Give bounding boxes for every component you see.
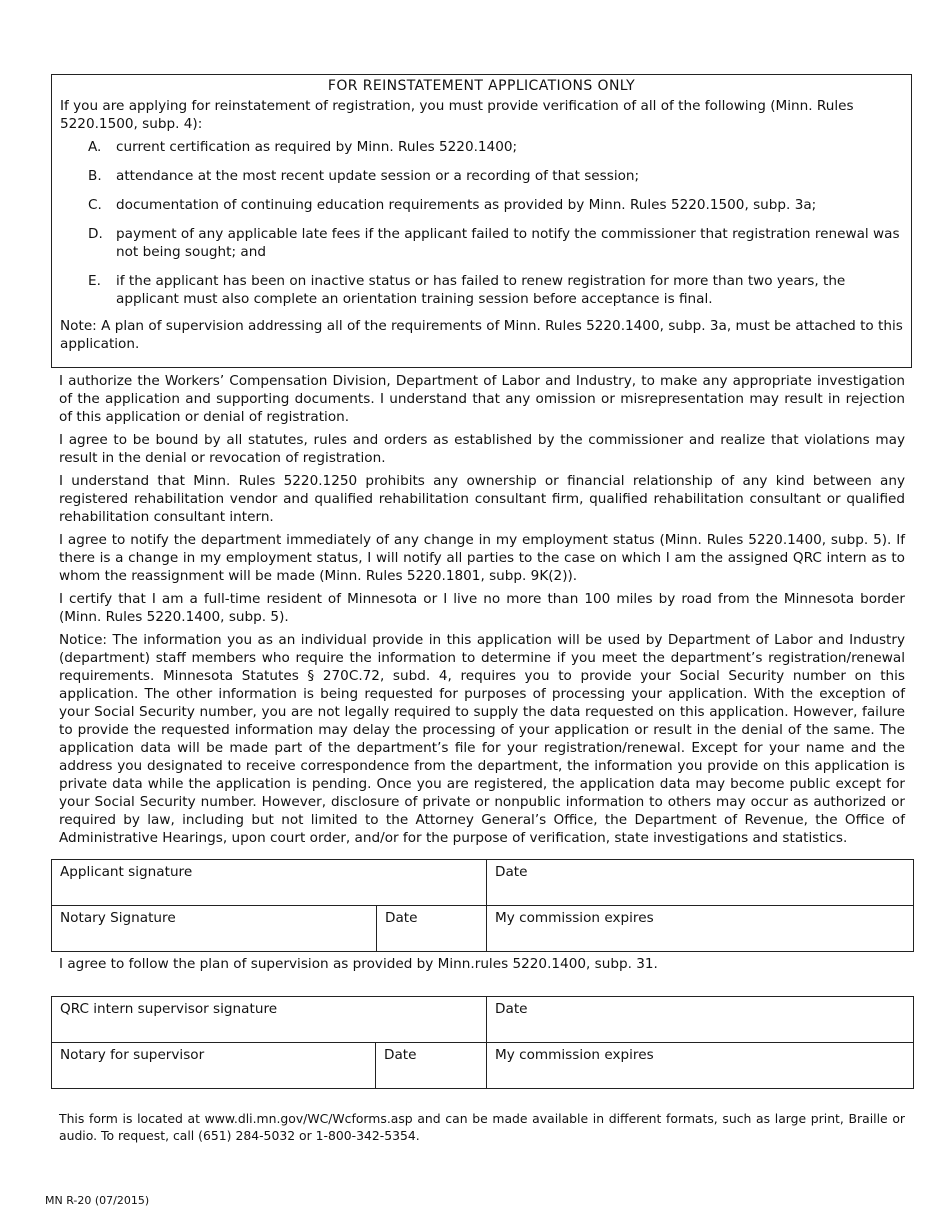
requirements-list xyxy=(60,138,903,308)
employment-paragraph: I agree to notify the department immediately of any change in my employment status (Minn. Rules 5220.1400, subp. 5). If there is a change in my employment status, I will notify all parties to the case on which I am the assigned QRC intern as to whom the reassignment will be made (Minn. Rules 5220.1801, subp. 9K(2)). xyxy=(59,532,905,584)
form-code: MN R-20 (07/2015) xyxy=(45,1194,150,1207)
applicant-signature-table xyxy=(51,859,914,952)
form-availability-footer: This form is located at www.dli.mn.gov/WC/Wcforms.asp and can be made available in different formats, such as large print, Braille or audio. To request, call (651) 284-5032 or 1-800-342-5354. xyxy=(59,1111,905,1143)
list-item: A. current certification as required by Minn. Rules 5220.1400; xyxy=(88,139,518,155)
bound-paragraph: I agree to be bound by all statutes, rules and orders as established by the commissioner and realize that violations may result in the denial or revocation of registration. xyxy=(59,432,905,466)
supervision-note: Note: A plan of supervision addressing all of the requirements of Minn. Rules 5220.1400, subp. 3a, must be attached to this application. xyxy=(60,318,903,352)
supervision-agreement: I agree to follow the plan of supervision as provided by Minn.rules 5220.1400, subp. 31. xyxy=(59,956,658,972)
list-item: E. if the applicant has been on inactive status or has failed to renew registration for more than two years, the applicant must also complete an orientation training session before acceptance is final. xyxy=(88,273,846,307)
privacy-notice: Notice: The information you as an individual provide in this application will be used by Department of Labor and Industry (department) staff members who require the information to determine if you meet the department’s registration/renewal requirements. Minnesota Statutes § 270C.72, subd. 4, requires you to provide your Social Security number on this application. The other information is being requested for purposes of processing your application. With the exception of your Social Security number, you are not legally required to supply the data requested on this application. However, failure to provide the requested information may delay the processing of your application or result in the denial of the same. The application data will be made part of the department’s file for your registration/renewal. Except for your name and the address you designated to receive correspondence from the department, the information you provide on this application is private data while the application is pending. Once you are registered, the application data may become public except for your Social Security number. However, disclosure of private or nonpublic information to others may occur as authorized or required by law, including but not limited to the Attorney General’s Office, the Department of Revenue, the Office of Administrative Hearings, upon court order, and/or for the purpose of verification, state investigations and statistics. xyxy=(59,632,905,846)
residency-paragraph: I certify that I am a full-time resident of Minnesota or I live no more than 100 miles by road from the Minnesota border (Minn. Rules 5220.1400, subp. 5). xyxy=(59,591,905,625)
ownership-paragraph: I understand that Minn. Rules 5220.1250 prohibits any ownership or financial relationship of any kind between any registered rehabilitation vendor and qualified rehabilitation consultant firm, qualified rehabilitation consultant or qualified rehabilitation consultant intern. xyxy=(59,473,905,525)
supervisor-date-field[interactable]: Date xyxy=(487,997,914,1043)
reinstatement-intro: If you are applying for reinstatement of registration, you must provide verification of all of the following (Minn. Rules 5220.1500, subp. 4): xyxy=(60,98,854,132)
list-item: B. attendance at the most recent update session or a recording of that session; xyxy=(88,168,640,184)
authorization-paragraphs xyxy=(59,372,905,852)
applicant-signature-field[interactable]: Applicant signature xyxy=(52,860,487,906)
commission-expires-field[interactable]: My commission expires xyxy=(487,906,914,952)
applicant-date-field[interactable]: Date xyxy=(487,860,914,906)
notary-signature-field[interactable]: Notary Signature xyxy=(52,906,377,952)
supervisor-notary-date-field[interactable]: Date xyxy=(376,1043,487,1089)
notary-date-field[interactable]: Date xyxy=(377,906,487,952)
supervisor-signature-field[interactable]: QRC intern supervisor signature xyxy=(52,997,487,1043)
authorize-paragraph: I authorize the Workers’ Compensation Division, Department of Labor and Industry, to make any appropriate investigation of the application and supporting documents. I understand that any omission or misrepresentation may result in rejection of this application or denial of registration. xyxy=(59,373,905,425)
supervisor-commission-expires-field[interactable]: My commission expires xyxy=(487,1043,914,1089)
reinstatement-title: FOR REINSTATEMENT APPLICATIONS ONLY xyxy=(327,78,636,94)
supervisor-signature-table xyxy=(51,996,914,1089)
supervisor-notary-field[interactable]: Notary for supervisor xyxy=(52,1043,376,1089)
reinstatement-box xyxy=(51,74,912,368)
list-item: C. documentation of continuing education requirements as provided by Minn. Rules 5220.1500, subp. 3a; xyxy=(88,197,817,213)
list-item: D. payment of any applicable late fees if the applicant failed to notify the commissioner that registration renewal was not being sought; and xyxy=(88,226,900,260)
